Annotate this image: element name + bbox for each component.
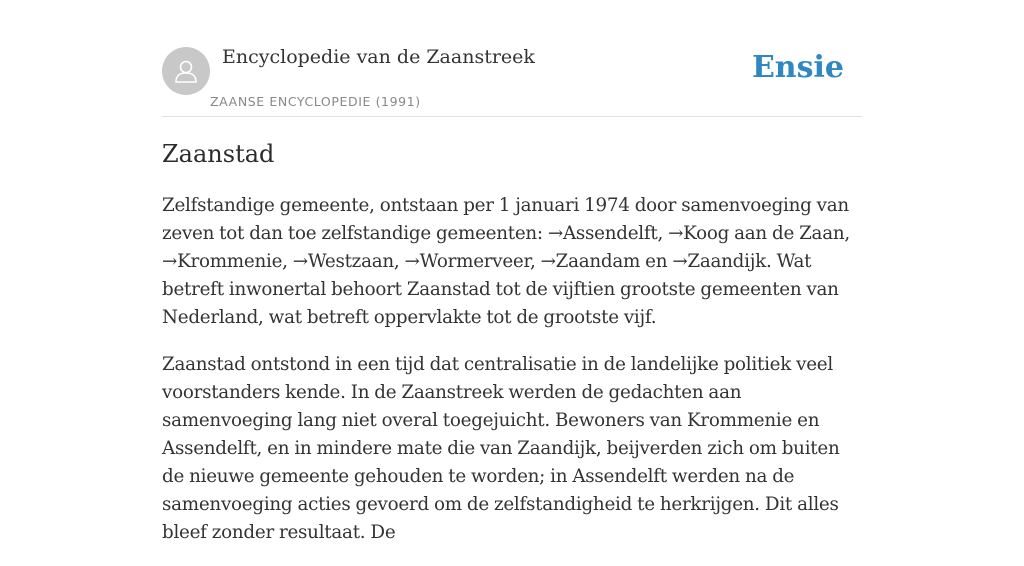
article-paragraph: Zelfstandige gemeente, ontstaan per 1 januari 1974 door samenvoeging van zeven tot dan toe zelfstandige gemeenten: →Assendelft, →Koog aan de Zaan, →Krommenie, →Westzaan, →Wormerveer, →Zaandam en →Zaandijk. Wat betreft inwonertal behoort Zaanstad tot de vijftien grootste gemeenten van Nederland, wat betreft oppervlakte tot de grootste vijf. xyxy=(162,195,850,328)
user-icon xyxy=(172,57,200,85)
source-header xyxy=(162,0,862,117)
ensie-logo-link[interactable]: Ensie xyxy=(751,50,844,85)
source-avatar[interactable] xyxy=(162,47,210,95)
source-subtitle[interactable]: ZAANSE ENCYCLOPEDIE (1991) xyxy=(210,94,421,109)
article-page xyxy=(162,0,862,543)
article-title: Zaanstad xyxy=(162,140,275,168)
source-title[interactable]: Encyclopedie van de Zaanstreek xyxy=(222,46,535,68)
article-paragraph: Zaanstad ontstond in een tijd dat centralisatie in de landelijke politiek veel voorstanders kende. In de Zaanstreek werden de gedachten aan samenvoeging lang niet overal toegejuicht. Bewoners van Krommenie en Assendelft, en in mindere mate die van Zaandijk, beijverden zich om buiten de nieuwe gemeente gehouden te worden; in Assendelft werden na de samenvoeging acties gevoerd om de zelfstandigheid te herkrijgen. Dit alles bleef zonder resultaat. De xyxy=(162,354,840,543)
article-body xyxy=(162,192,862,566)
